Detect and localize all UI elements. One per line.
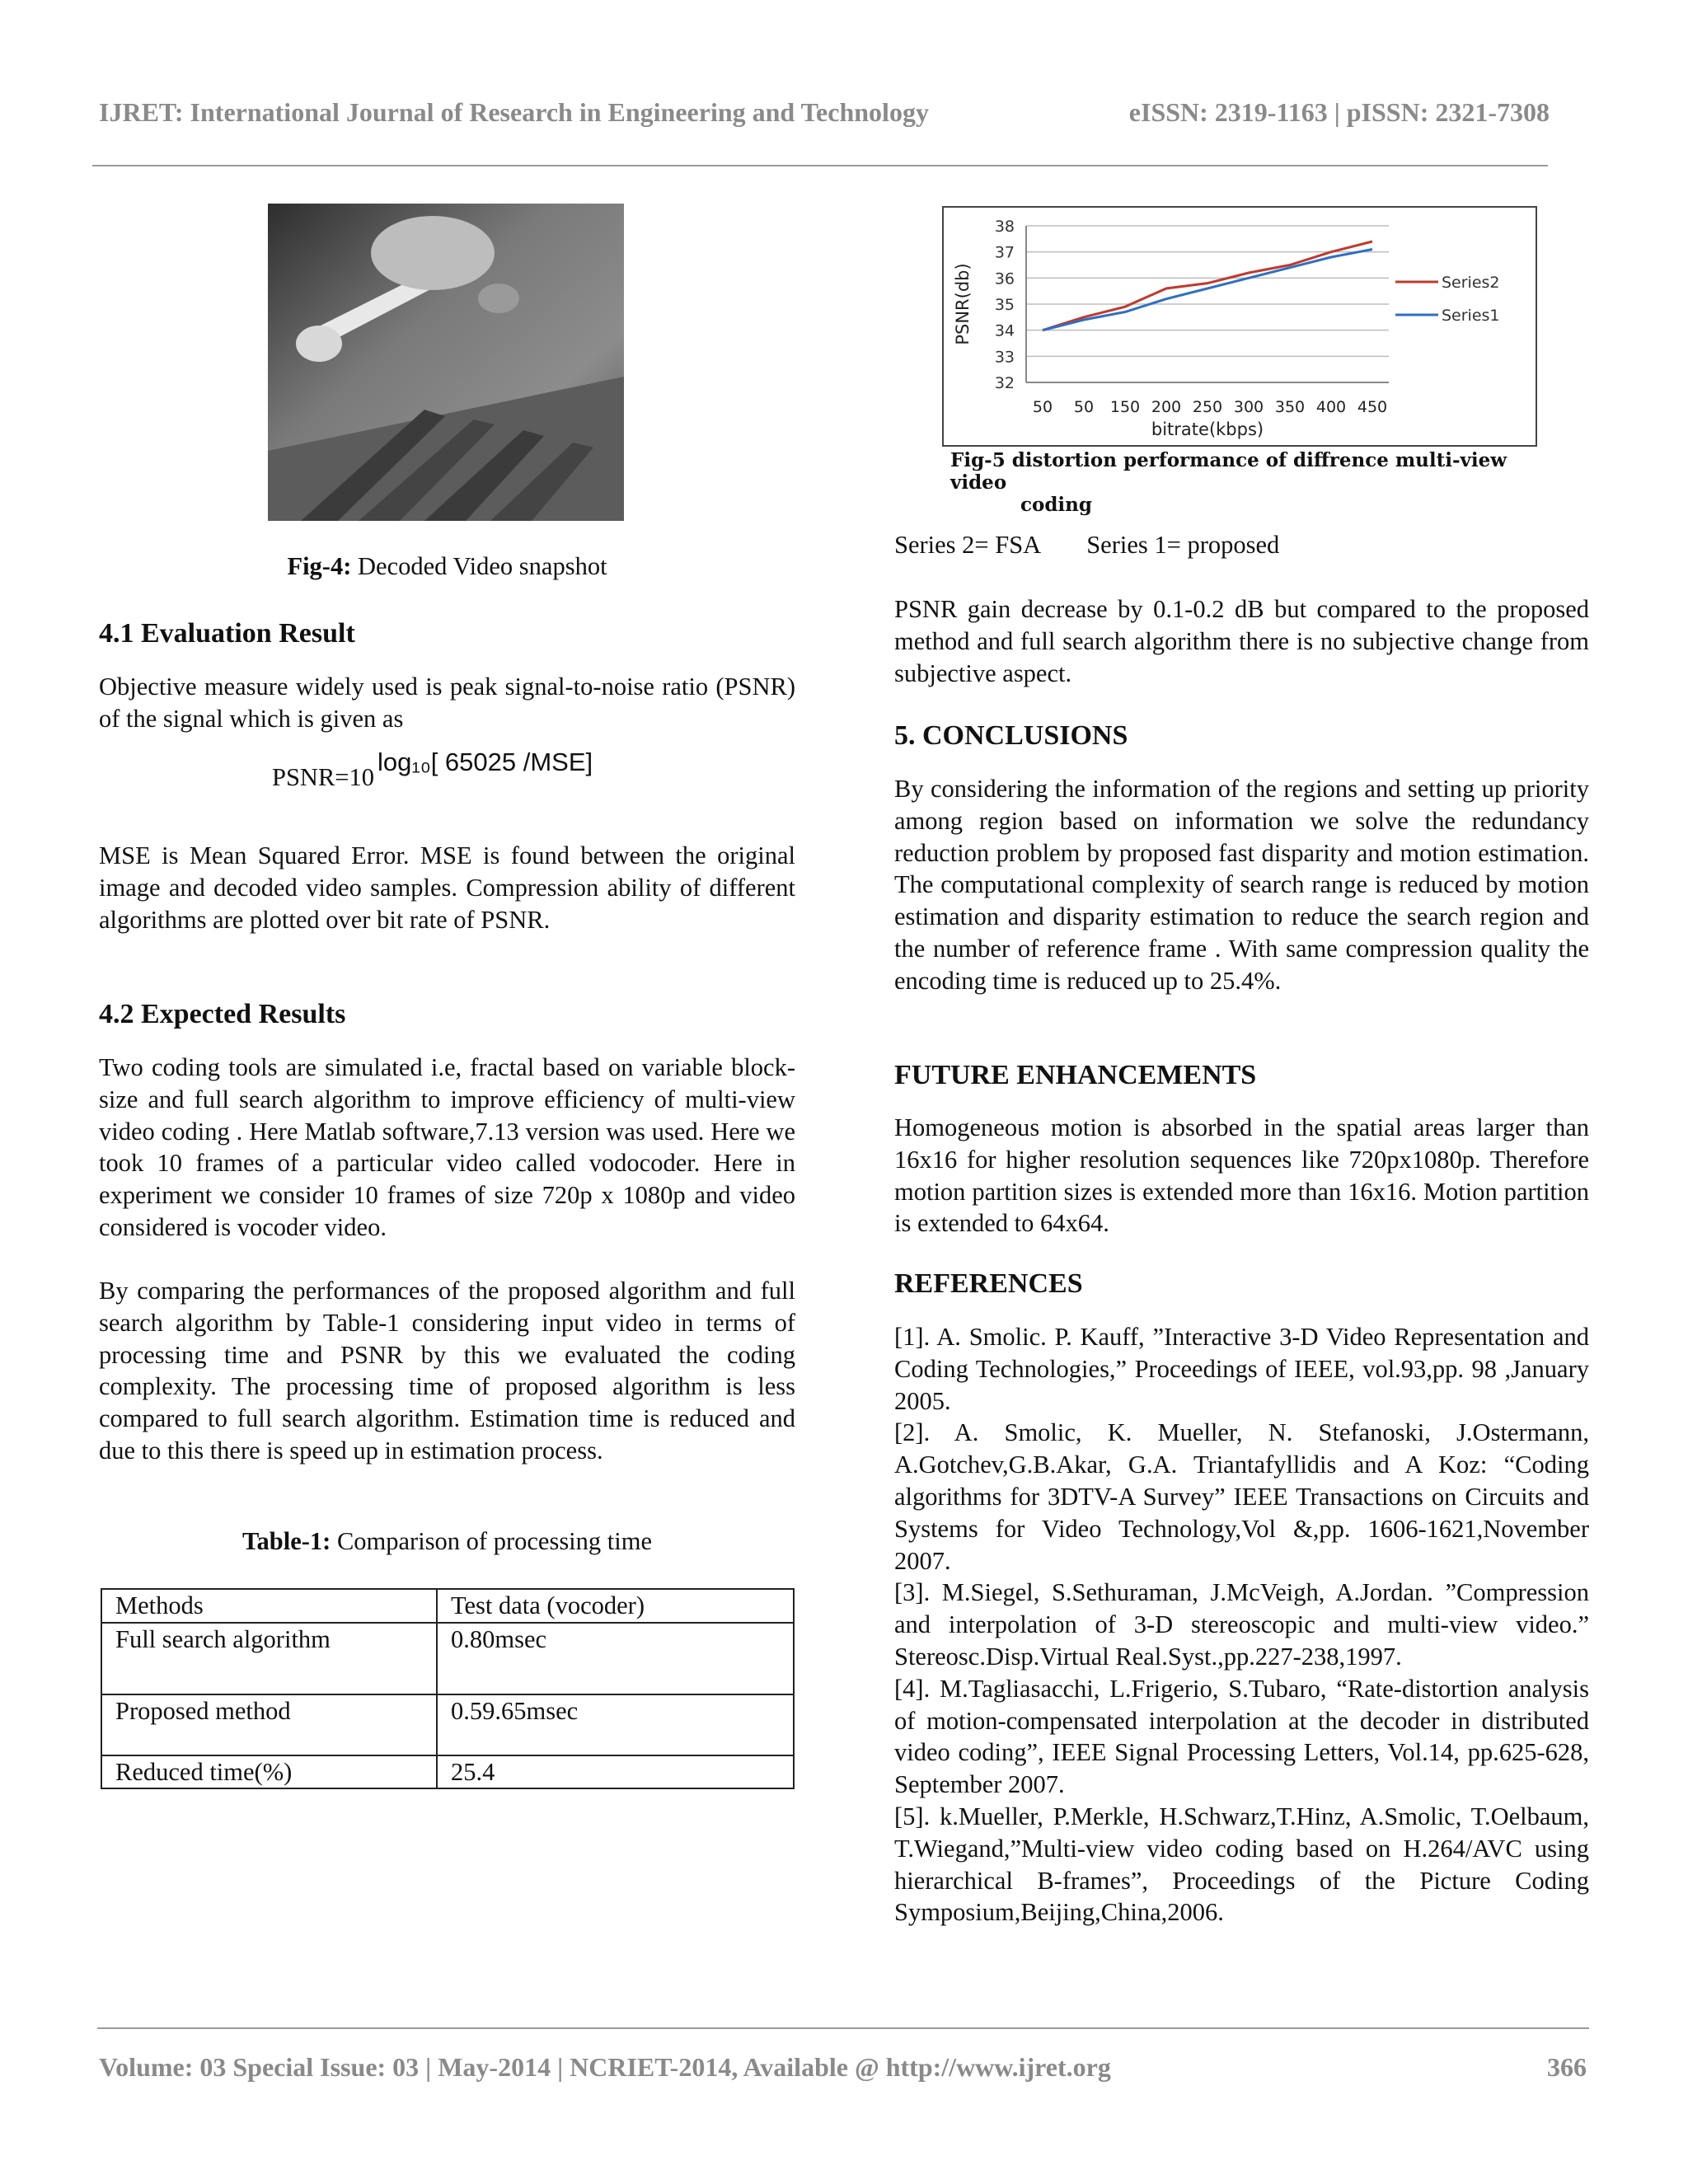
footer-divider bbox=[97, 2027, 1589, 2029]
table1-label: Table-1: bbox=[241, 1527, 331, 1555]
series-note bbox=[894, 531, 1325, 560]
table-cell: Proposed method bbox=[101, 1694, 437, 1755]
table-cell: 0.59.65msec bbox=[437, 1694, 794, 1755]
series-1-note: Series 1= proposed bbox=[1086, 531, 1280, 559]
fig4-label: Fig-4: bbox=[287, 552, 352, 580]
table-cell: 0.80msec bbox=[437, 1623, 794, 1694]
conclusions-paragraph: By considering the information of the regions and setting up priority among region based on information we solve the redundancy reduction problem by proposed fast disparity and motion estimation. The computational complexity of search range is reduced by motion estimation and disparity estimation to reduce the search region and the number of reference frame . With same compression quality the encoding time is reduced up to 25.4%. bbox=[894, 775, 1589, 995]
future-enhancements-heading: FUTURE ENHANCEMENTS bbox=[894, 1060, 1257, 1090]
y-axis-label: PSNR(db) bbox=[953, 263, 973, 345]
references-list bbox=[894, 1321, 1589, 1929]
psnr-formula bbox=[272, 748, 593, 792]
x-tick-label: 350 bbox=[1274, 398, 1306, 416]
section-4-2-paragraph-2: By comparing the performances of the proposed algorithm and full search algorithm by Table-1 considering input video in terms of processing time and PSNR by this we evaluated the coding complexity. The processing time of proposed algorithm is less compared to full search algorithm. Estimation time is reduced and due to this there is speed up in estimation process. bbox=[99, 1277, 795, 1465]
table-row bbox=[101, 1589, 794, 1623]
reference-item: [4]. M.Tagliasacchi, L.Frigerio, S.Tubaro, “Rate-distortion analysis of motion-compensated interpolation at the decoder in distributed video coding”, IEEE Signal Processing Letters, Vol.14, pp.625-628, September 2007. bbox=[894, 1674, 1589, 1799]
fig5-caption-line2: coding bbox=[1020, 494, 1092, 516]
reference-item: [2]. A. Smolic, K. Mueller, N. Stefanoski, J.Ostermann, A.Gotchev,G.B.Akar, G.A. Triantafyllidis and A Koz: “Coding algorithms for 3DTV-A Survey” IEEE Transactions on Circuits and Systems for Video Technology,Vol &,pp. 1606-1621,November 2007. bbox=[894, 1418, 1589, 1575]
footer-volume: Volume: 03 Special Issue: 03 | May-2014 | NCRIET-2014, Available @ http://www.ijret.org bbox=[99, 2052, 1111, 2082]
fig4-caption bbox=[99, 552, 795, 581]
fig5-caption-line1: Fig-5 distortion performance of diffrence multi-view video bbox=[950, 449, 1507, 494]
x-tick-label: 50 bbox=[1032, 398, 1053, 416]
table-row bbox=[101, 1623, 794, 1694]
y-tick-label: 37 bbox=[994, 243, 1015, 262]
table1-caption bbox=[99, 1527, 795, 1556]
header-divider bbox=[92, 165, 1548, 166]
section-4-1-paragraph: Objective measure widely used is peak signal-to-noise ratio (PSNR) of the signal which is given as bbox=[99, 673, 795, 733]
reference-item: [1]. A. Smolic. P. Kauff, ”Interactive 3-D Video Representation and Coding Technologies,” Proceedings of IEEE, vol.93,pp. 98 ,January 2005. bbox=[894, 1323, 1589, 1415]
future-enhancements-paragraph: Homogeneous motion is absorbed in the spatial areas larger than 16x16 for higher resolution sequences like 720px1080p. Therefore motion partition sizes is extended more than 16x16. Motion partition is extended to 64x64. bbox=[894, 1113, 1589, 1238]
x-tick-label: 300 bbox=[1233, 398, 1264, 416]
x-tick-label: 50 bbox=[1073, 398, 1095, 416]
x-tick-label: 400 bbox=[1315, 398, 1347, 416]
mse-paragraph: MSE is Mean Squared Error. MSE is found between the original image and decoded video samples. Compression ability of different algorithms are plotted over bit rate of PSNR. bbox=[99, 841, 795, 934]
y-tick-label: 38 bbox=[994, 218, 1015, 236]
y-tick-label: 34 bbox=[994, 321, 1015, 340]
y-tick-label: 36 bbox=[994, 269, 1015, 288]
processing-time-table bbox=[101, 1588, 795, 1789]
table-row bbox=[101, 1755, 794, 1788]
section-4-1-heading: 4.1 Evaluation Result bbox=[99, 618, 355, 649]
running-header bbox=[99, 97, 1550, 128]
references-heading: REFERENCES bbox=[894, 1268, 1083, 1299]
x-tick-label: 150 bbox=[1109, 398, 1141, 416]
table-row bbox=[101, 1694, 794, 1755]
reference-item: [5]. k.Mueller, P.Merkle, H.Schwarz,T.Hinz, A.Smolic, T.Oelbaum, T.Wiegand,”Multi-view video coding based on H.264/AVC using hierarchical B-frames”, Proceedings of the Picture Coding Symposium,Beijing,China,2006. bbox=[894, 1802, 1589, 1927]
psnr-bitrate-chart bbox=[942, 206, 1537, 447]
legend-label: Series2 bbox=[1442, 274, 1500, 292]
page-number: 366 bbox=[1547, 2052, 1587, 2082]
series-line-series1 bbox=[1043, 250, 1372, 330]
x-tick-label: 200 bbox=[1151, 398, 1182, 416]
running-footer bbox=[99, 2052, 1587, 2083]
conclusions-heading: 5. CONCLUSIONS bbox=[894, 720, 1128, 751]
x-axis-label: bitrate(kbps) bbox=[1151, 419, 1264, 439]
x-tick-label: 450 bbox=[1357, 398, 1388, 416]
table-cell: Reduced time(%) bbox=[101, 1755, 437, 1788]
decoded-video-snapshot-image bbox=[268, 204, 624, 521]
section-4-2-heading: 4.2 Expected Results bbox=[99, 999, 346, 1029]
section-4-2-paragraph-1: Two coding tools are simulated i.e, fractal based on variable block-size and full search algorithm to improve efficiency of multi-view video coding . Here Matlab software,7.13 version was used. Here we took 10 frames of a particular video called vodocoder. Here in experiment we consider 10 frames of size 720p x 1080p and video considered is vocoder video. bbox=[99, 1053, 795, 1241]
fig5-caption bbox=[950, 449, 1552, 516]
chart-svg bbox=[944, 208, 1536, 445]
x-tick-label: 250 bbox=[1192, 398, 1223, 416]
reference-item: [3]. M.Siegel, S.Sethuraman, J.McVeigh, A.Jordan. ”Compression and interpolation of 3-D stereoscopic and multi-view video.” Stereosc.Disp.Virtual Real.Syst.,pp.227-238,1997. bbox=[894, 1578, 1589, 1671]
issn-text: eISSN: 2319-1163 | pISSN: 2321-7308 bbox=[1128, 97, 1550, 127]
legend-label: Series1 bbox=[1442, 307, 1500, 325]
table-cell: Full search algorithm bbox=[101, 1623, 437, 1694]
formula-math: log₁₀[ 65025 /MSE] bbox=[377, 748, 593, 776]
y-tick-label: 33 bbox=[994, 348, 1015, 367]
psnr-gain-paragraph: PSNR gain decrease by 0.1-0.2 dB but compared to the proposed method and full search algorithm there is no subjective change from subjective aspect. bbox=[894, 595, 1589, 687]
table-cell: Test data (vocoder) bbox=[437, 1589, 794, 1623]
series-2-note: Series 2= FSA bbox=[894, 531, 1042, 559]
journal-title: IJRET: International Journal of Research in Engineering and Technology bbox=[99, 97, 929, 127]
table-cell: Methods bbox=[101, 1589, 437, 1623]
formula-prefix: PSNR=10 bbox=[272, 763, 374, 791]
table1-caption-text: Comparison of processing time bbox=[336, 1527, 652, 1555]
fig4-text: Decoded Video snapshot bbox=[358, 552, 607, 580]
y-tick-label: 35 bbox=[994, 296, 1015, 314]
y-tick-label: 32 bbox=[994, 374, 1015, 392]
table-cell: 25.4 bbox=[437, 1755, 794, 1788]
series-line-series2 bbox=[1043, 241, 1372, 330]
